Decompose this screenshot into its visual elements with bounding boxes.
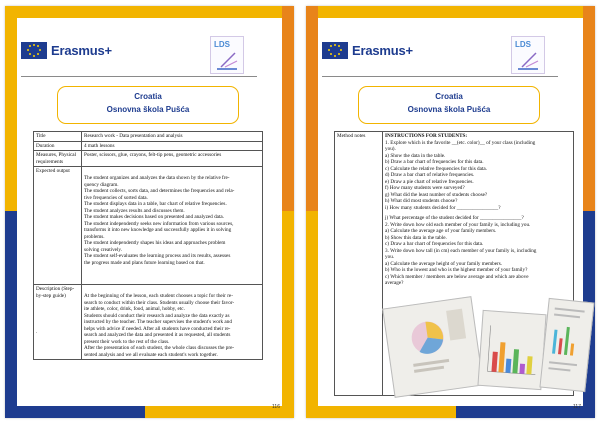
- text-line: d) Draw a bar chart of relative frequencies.: [385, 172, 475, 178]
- bottom-border-left: [5, 406, 145, 418]
- bar-chart-drawing-icon: [478, 311, 545, 389]
- lds-logo: [210, 36, 244, 74]
- left-border-bottom: [5, 211, 17, 418]
- photo-worksheet: [539, 298, 594, 392]
- photo-bar-chart: [477, 310, 546, 390]
- row-label: [34, 285, 82, 360]
- text-line: b) Show this data in the table.: [385, 234, 447, 241]
- text-line: you).: [385, 146, 396, 152]
- top-border: [306, 6, 595, 18]
- header-divider: [21, 76, 257, 77]
- lds-logo: [511, 36, 545, 74]
- right-border-bottom: [282, 211, 294, 418]
- text-line: The student collects, sorts data, and determines the frequencies and rela-: [84, 188, 235, 194]
- table-row: [34, 132, 263, 142]
- text-line: The student independently seeks new information from various sources,: [84, 220, 234, 227]
- top-border: [5, 6, 294, 18]
- country-title: Croatia: [134, 92, 162, 101]
- row-value: Research work - Data presentation and analysis: [82, 132, 263, 142]
- text-line: 2. Write down how old each member of your family is, including you.: [385, 221, 531, 228]
- table-row: [34, 151, 263, 167]
- description-label: Description (Step-by-step guide): [36, 286, 75, 299]
- row-label: Duration: [34, 141, 82, 151]
- school-header-box: [57, 86, 239, 124]
- text-line: helps with advice if needed. After all students have conducted their re-: [84, 325, 231, 332]
- row-label: Method notes: [335, 132, 383, 396]
- description-label-dot: .: [36, 329, 38, 335]
- left-border-bottom: [306, 211, 318, 418]
- eu-flag-icon: [21, 42, 47, 59]
- text-line: 3. Write down how tall (in cm) each member of your family is, including: [385, 247, 537, 254]
- text-line: b) Who is the lowest and who is the highest member of your family?: [385, 267, 528, 273]
- left-border-top: [306, 6, 318, 211]
- text-line: At the beginning of the lesson, each student chooses a topic for their re-: [84, 293, 233, 299]
- lds-logo-text: LDS: [214, 40, 230, 49]
- row-label: Title: [34, 132, 82, 142]
- text-line: ite athlete, color, drink, food, animal, hobby, etc.: [84, 306, 185, 312]
- text-line: The student independently shapes his ideas and approaches problem: [84, 240, 226, 246]
- row-value: 4 math lessons: [82, 141, 263, 151]
- country-title: Croatia: [435, 92, 463, 101]
- school-name: Osnovna škola Pušća: [407, 105, 491, 114]
- row-label: Measures, Physical requirements: [34, 151, 82, 167]
- text-line: c) Which member / members are below average and which are above: [385, 273, 529, 280]
- lds-logo-text: LDS: [515, 40, 531, 49]
- text-line: the progress made and plans future learning based on that.: [84, 259, 205, 266]
- table-row: [34, 167, 263, 285]
- text-line: c) Draw a bar chart of frequencies for this data.: [385, 241, 484, 247]
- row-label: Expected output: [34, 167, 82, 285]
- text-line: a) Show the data in the table.: [385, 152, 446, 159]
- erasmus-logo-text: Erasmus+: [51, 43, 112, 58]
- right-page: [306, 6, 595, 418]
- text-line: The student displays data in a table, bar chart of relative frequencies.: [84, 201, 227, 207]
- text-line: The student organizes and analyzes the data shown by the relative fre-: [84, 175, 230, 181]
- photo-pie-chart: [382, 296, 484, 398]
- text-line: tive frequencies of sorted data.: [84, 194, 148, 201]
- text-line: j) What percentage of the student decided for ________________?: [385, 215, 524, 221]
- left-page: [5, 6, 294, 418]
- description-text: [82, 285, 263, 360]
- bottom-border-left: [306, 406, 456, 418]
- text-line: average?: [385, 280, 404, 286]
- expected-output-text: [82, 167, 263, 285]
- text-line: solving creatively.: [84, 246, 122, 253]
- text-line: e) Draw a pie chart of relative frequencies.: [385, 178, 474, 185]
- text-line: b) Draw a bar chart of frequencies for this data.: [385, 159, 484, 165]
- row-value: Poster, scissors, glue, crayons, felt-tip pens, geometric accessories: [82, 151, 263, 167]
- page-number: 116: [272, 404, 280, 410]
- text-line: The student analyzes results and discusses them.: [84, 207, 185, 214]
- text-line: i) How many students decided for ________________?: [385, 204, 501, 211]
- text-line: a) Calculate the average height of your family members.: [385, 260, 503, 267]
- text-line: c) Calculate the relative frequencies for this data.: [385, 165, 487, 172]
- school-name: Osnovna škola Pušća: [106, 105, 190, 114]
- text-line: transforms it into new knowledge and successfully applies it in solving: [84, 227, 232, 233]
- text-line: g) What did the least number of students choose?: [385, 191, 488, 198]
- text-line: Students should conduct their research and analyze the data exactly as: [84, 312, 230, 319]
- table-row: [34, 141, 263, 151]
- text-line: The student makes decisions based on presented and analyzed data.: [84, 214, 225, 220]
- left-border-top: [5, 6, 17, 211]
- header-divider: [322, 76, 558, 77]
- school-header-box: [358, 86, 540, 124]
- text-line: search to conduct within their class. Students usually choose their favor-: [84, 299, 235, 306]
- right-border-top: [282, 6, 294, 211]
- text-line: a) Calculate the average age of your family members.: [385, 228, 497, 234]
- pie-chart-drawing-icon: [383, 297, 482, 396]
- text-line: After the presentation of each student, the whole class discusses the pre-: [84, 345, 235, 351]
- text-line: present their work to the rest of the class.: [84, 338, 170, 345]
- text-line: problems.: [84, 233, 105, 240]
- lds-figure-icon: [211, 37, 243, 73]
- lesson-table: [33, 131, 263, 360]
- table-row: [34, 285, 263, 360]
- text-line: quency diagram.: [84, 181, 119, 188]
- text-line: you.: [385, 254, 395, 260]
- eu-flag-icon: [322, 42, 348, 59]
- lds-figure-icon: [512, 37, 544, 73]
- text-line: instructed by the teacher. The teacher supervises the student's work and: [84, 319, 232, 325]
- worksheet-drawing-icon: [541, 299, 594, 391]
- instructions-title: INSTRUCTIONS FOR STUDENTS:: [385, 133, 468, 139]
- text-line: sented analysis and we all evaluate each student's work together.: [84, 351, 218, 358]
- text-line: search and analyzed the data and presented it as requested, all students: [84, 332, 231, 338]
- text-line: f) How many students were surveyed?: [385, 185, 465, 191]
- text-line: h) What did most students choose?: [385, 198, 458, 204]
- page-number: 117: [573, 404, 581, 410]
- text-line: 1. Explore which is the favorite __(etc. color)__ of your class (including: [385, 139, 536, 146]
- right-border-top: [583, 6, 595, 211]
- erasmus-logo-text: Erasmus+: [352, 43, 413, 58]
- text-line: The student self-evaluates the learning process and its results, assesses: [84, 253, 231, 259]
- student-work-photos: [348, 306, 584, 390]
